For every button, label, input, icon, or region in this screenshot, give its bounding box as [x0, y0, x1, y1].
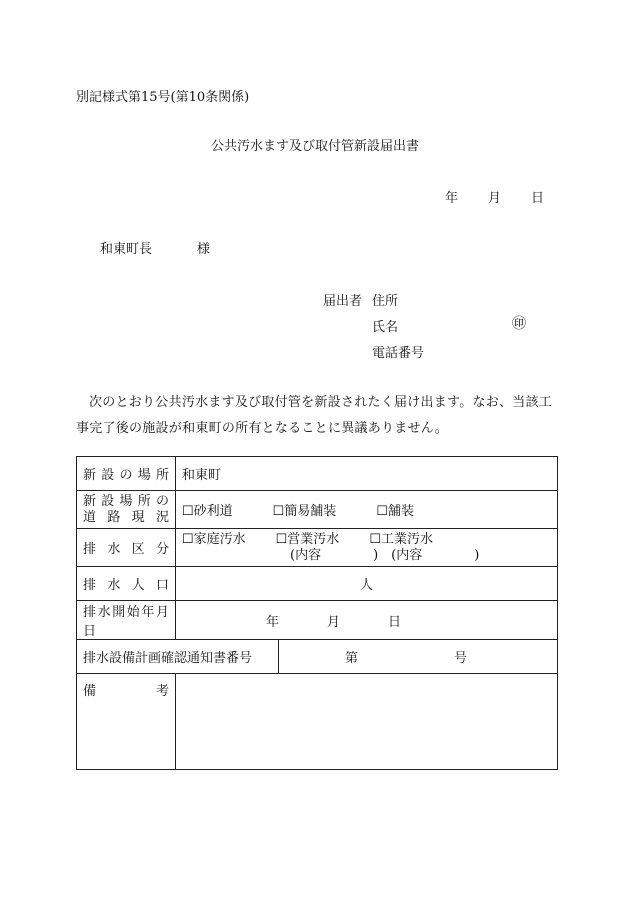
table-row	[77, 567, 558, 601]
population-label: 排 水 人 口	[77, 567, 176, 601]
start-day: 日	[388, 614, 402, 630]
applicant-phone-label: 電話番号	[372, 346, 425, 361]
population-unit: 人	[359, 578, 373, 593]
road-condition-options	[176, 491, 558, 529]
body-text: 次のとおり公共汚水ます及び取付管を新設されたく届け出ます。なお、当該工事完了後の施設が和東町の所有となることに異議ありません。	[76, 395, 553, 436]
discharge-detail: (内容 ) (内容 )	[290, 547, 480, 563]
start-date-value	[176, 601, 558, 640]
date-year: 年	[445, 191, 459, 206]
applicant-label: 届出者	[323, 294, 363, 309]
population-value	[176, 567, 558, 601]
road-condition-label-line2: 道 路 現 況	[83, 509, 169, 525]
table-row	[77, 457, 558, 491]
road-condition-label-line1: 新 設 場 所 の	[83, 493, 169, 509]
notice-number-label: 排水設備計画確認通知書番号	[77, 640, 279, 674]
table-row	[77, 601, 558, 640]
notice-number-value	[278, 640, 557, 674]
road-condition-label	[77, 491, 176, 529]
table-row	[77, 674, 558, 770]
date-line	[445, 187, 544, 206]
discharge-category-label: 排 水 区 分	[77, 529, 176, 567]
addressee-honorific: 様	[197, 242, 211, 257]
form-number: 別記様式第15号(第10条関係)	[76, 90, 250, 105]
applicant-name-label: 氏名	[372, 320, 399, 335]
discharge-option-industrial[interactable]: ☐工業汚水	[369, 531, 433, 547]
location-value: 和東町	[176, 457, 558, 491]
table-row	[77, 640, 558, 674]
discharge-option-business[interactable]: ☐営業汚水	[275, 531, 340, 547]
discharge-option-household[interactable]: ☐家庭汚水	[182, 531, 246, 547]
table-row	[77, 529, 558, 567]
road-option-simple-paving[interactable]: ☐簡易舗装	[272, 504, 337, 519]
remarks-label: 備 考	[77, 674, 176, 770]
road-option-gravel[interactable]: ☐砂利道	[182, 504, 233, 519]
application-form-table	[76, 456, 558, 770]
remarks-value	[176, 674, 558, 770]
applicant-address-label: 住所	[372, 294, 399, 309]
notice-prefix: 第	[344, 651, 358, 666]
date-day: 日	[531, 191, 545, 206]
table-row	[77, 491, 558, 529]
seal-mark: ㊞	[512, 316, 526, 332]
addressee-name: 和東町長	[100, 242, 153, 257]
road-option-paved[interactable]: ☐舗装	[376, 504, 414, 519]
addressee	[100, 238, 210, 257]
start-date-label: 排水開始年月日	[77, 601, 176, 640]
document-title: 公共汚水ます及び取付管新設届出書	[210, 139, 419, 154]
start-month: 月	[327, 614, 341, 630]
discharge-category-options	[176, 529, 558, 567]
start-year: 年	[266, 614, 280, 630]
date-month: 月	[488, 191, 502, 206]
notice-suffix: 号	[454, 651, 468, 666]
location-label: 新 設 の 場 所	[77, 457, 176, 491]
